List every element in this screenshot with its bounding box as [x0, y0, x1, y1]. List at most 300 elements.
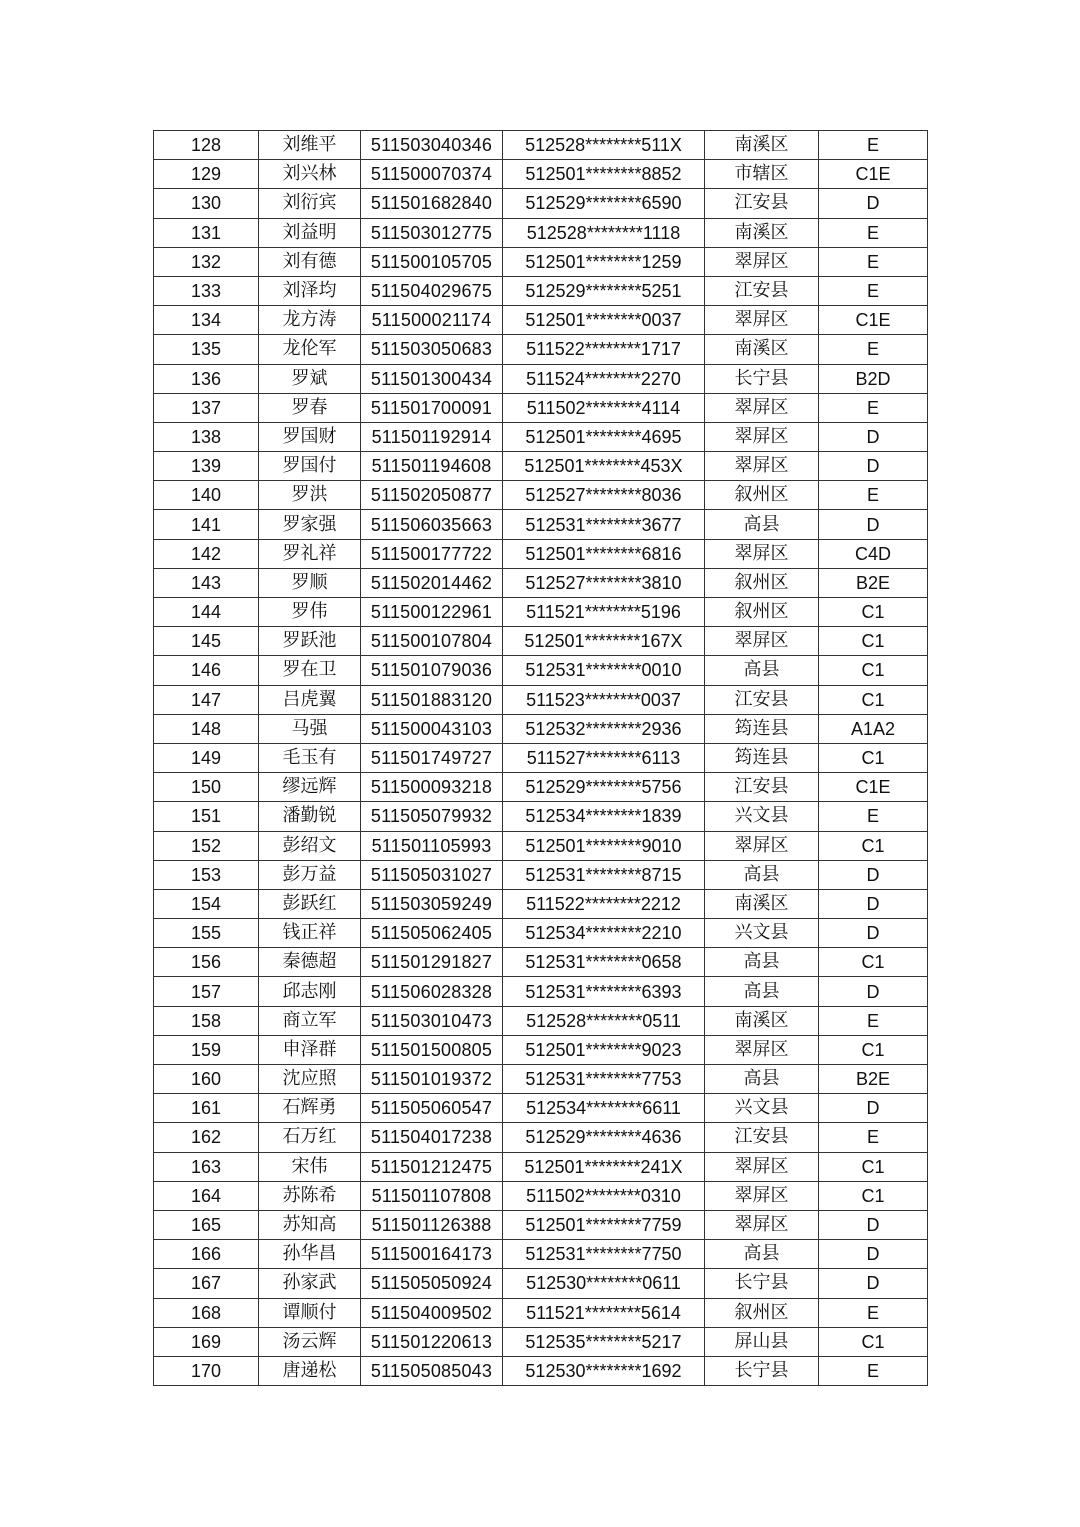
cell-name: 罗斌: [259, 364, 361, 393]
cell-seq: 132: [154, 247, 259, 276]
cell-name: 罗顺: [259, 568, 361, 597]
cell-cert-no: 511501700091: [361, 393, 503, 422]
cell-license-class: C1: [819, 948, 928, 977]
cell-id-no: 512529********5251: [503, 276, 705, 305]
cell-license-class: E: [819, 1298, 928, 1327]
cell-region: 叙州区: [705, 481, 819, 510]
cell-license-class: C1E: [819, 160, 928, 189]
cell-id-no: 512529********6590: [503, 189, 705, 218]
cell-id-no: 512501********167X: [503, 627, 705, 656]
cell-name: 宋伟: [259, 1152, 361, 1181]
cell-id-no: 512530********0611: [503, 1269, 705, 1298]
cell-cert-no: 511501107808: [361, 1181, 503, 1210]
cell-region: 翠屏区: [705, 422, 819, 451]
cell-seq: 128: [154, 131, 259, 160]
table-row: [154, 1035, 928, 1064]
cell-region: 南溪区: [705, 218, 819, 247]
cell-id-no: 511522********1717: [503, 335, 705, 364]
table-row: [154, 160, 928, 189]
cell-cert-no: 511504009502: [361, 1298, 503, 1327]
roster-table: [153, 130, 928, 1386]
cell-region: 高县: [705, 977, 819, 1006]
cell-region: 江安县: [705, 773, 819, 802]
cell-id-no: 512531********7753: [503, 1065, 705, 1094]
cell-cert-no: 511501079036: [361, 656, 503, 685]
cell-region: 翠屏区: [705, 1210, 819, 1239]
cell-cert-no: 511503010473: [361, 1006, 503, 1035]
cell-license-class: C1E: [819, 306, 928, 335]
cell-seq: 129: [154, 160, 259, 189]
cell-license-class: C1: [819, 831, 928, 860]
cell-seq: 168: [154, 1298, 259, 1327]
cell-seq: 130: [154, 189, 259, 218]
cell-license-class: C1: [819, 627, 928, 656]
table-row: [154, 889, 928, 918]
cell-cert-no: 511503050683: [361, 335, 503, 364]
cell-seq: 135: [154, 335, 259, 364]
table-row: [154, 568, 928, 597]
cell-id-no: 512501********7759: [503, 1210, 705, 1239]
cell-region: 兴文县: [705, 1094, 819, 1123]
cell-name: 孙家武: [259, 1269, 361, 1298]
cell-license-class: E: [819, 218, 928, 247]
cell-name: 苏陈希: [259, 1181, 361, 1210]
cell-license-class: E: [819, 1123, 928, 1152]
cell-cert-no: 511500070374: [361, 160, 503, 189]
cell-cert-no: 511501291827: [361, 948, 503, 977]
cell-id-no: 512501********6816: [503, 539, 705, 568]
cell-cert-no: 511502050877: [361, 481, 503, 510]
cell-name: 罗家强: [259, 510, 361, 539]
table-row: [154, 306, 928, 335]
cell-id-no: 512501********8852: [503, 160, 705, 189]
cell-license-class: C1E: [819, 773, 928, 802]
cell-license-class: E: [819, 802, 928, 831]
cell-id-no: 511521********5196: [503, 598, 705, 627]
cell-license-class: D: [819, 919, 928, 948]
cell-license-class: C1: [819, 685, 928, 714]
cell-seq: 169: [154, 1327, 259, 1356]
cell-region: 叙州区: [705, 1298, 819, 1327]
cell-id-no: 512528********1118: [503, 218, 705, 247]
cell-cert-no: 511501105993: [361, 831, 503, 860]
cell-region: 翠屏区: [705, 1152, 819, 1181]
cell-name: 罗春: [259, 393, 361, 422]
table-row: [154, 948, 928, 977]
cell-id-no: 511521********5614: [503, 1298, 705, 1327]
table-row: [154, 1356, 928, 1385]
table-row: [154, 364, 928, 393]
cell-cert-no: 511505079932: [361, 802, 503, 831]
table-row: [154, 510, 928, 539]
cell-region: 江安县: [705, 1123, 819, 1152]
cell-seq: 167: [154, 1269, 259, 1298]
cell-name: 刘泽均: [259, 276, 361, 305]
cell-license-class: E: [819, 1006, 928, 1035]
cell-id-no: 512501********9023: [503, 1035, 705, 1064]
cell-id-no: 512531********8715: [503, 860, 705, 889]
cell-license-class: D: [819, 1094, 928, 1123]
cell-region: 长宁县: [705, 364, 819, 393]
table-row: [154, 977, 928, 1006]
cell-seq: 149: [154, 743, 259, 772]
table-row: [154, 1269, 928, 1298]
cell-id-no: 512501********1259: [503, 247, 705, 276]
table-row: [154, 422, 928, 451]
cell-seq: 154: [154, 889, 259, 918]
cell-id-no: 512527********8036: [503, 481, 705, 510]
cell-id-no: 512534********6611: [503, 1094, 705, 1123]
cell-name: 申泽群: [259, 1035, 361, 1064]
cell-region: 高县: [705, 1065, 819, 1094]
table-row: [154, 539, 928, 568]
cell-license-class: C4D: [819, 539, 928, 568]
cell-region: 屏山县: [705, 1327, 819, 1356]
cell-name: 苏知高: [259, 1210, 361, 1239]
cell-seq: 166: [154, 1240, 259, 1269]
cell-name: 孙华昌: [259, 1240, 361, 1269]
cell-seq: 165: [154, 1210, 259, 1239]
cell-cert-no: 511505062405: [361, 919, 503, 948]
cell-license-class: E: [819, 131, 928, 160]
cell-region: 翠屏区: [705, 627, 819, 656]
cell-license-class: D: [819, 1210, 928, 1239]
cell-seq: 137: [154, 393, 259, 422]
table-row: [154, 802, 928, 831]
cell-seq: 162: [154, 1123, 259, 1152]
cell-cert-no: 511500164173: [361, 1240, 503, 1269]
table-row: [154, 452, 928, 481]
cell-id-no: 512529********5756: [503, 773, 705, 802]
cell-region: 高县: [705, 860, 819, 889]
cell-license-class: E: [819, 481, 928, 510]
cell-name: 石辉勇: [259, 1094, 361, 1123]
cell-region: 高县: [705, 948, 819, 977]
cell-cert-no: 511500105705: [361, 247, 503, 276]
cell-name: 谭顺付: [259, 1298, 361, 1327]
cell-license-class: B2E: [819, 568, 928, 597]
cell-name: 彭绍文: [259, 831, 361, 860]
cell-seq: 163: [154, 1152, 259, 1181]
cell-id-no: 511502********0310: [503, 1181, 705, 1210]
cell-seq: 164: [154, 1181, 259, 1210]
cell-id-no: 512534********2210: [503, 919, 705, 948]
cell-license-class: D: [819, 1269, 928, 1298]
cell-cert-no: 511501019372: [361, 1065, 503, 1094]
cell-cert-no: 511504029675: [361, 276, 503, 305]
table-row: [154, 598, 928, 627]
table-row: [154, 773, 928, 802]
cell-seq: 147: [154, 685, 259, 714]
cell-region: 高县: [705, 510, 819, 539]
cell-region: 兴文县: [705, 919, 819, 948]
table-row: [154, 1152, 928, 1181]
cell-license-class: C1: [819, 1035, 928, 1064]
cell-cert-no: 511501749727: [361, 743, 503, 772]
cell-cert-no: 511500107804: [361, 627, 503, 656]
table-row: [154, 919, 928, 948]
cell-cert-no: 511501212475: [361, 1152, 503, 1181]
cell-cert-no: 511501300434: [361, 364, 503, 393]
cell-license-class: D: [819, 860, 928, 889]
cell-name: 刘衍宾: [259, 189, 361, 218]
table-row: [154, 860, 928, 889]
cell-license-class: D: [819, 452, 928, 481]
cell-license-class: E: [819, 393, 928, 422]
cell-license-class: C1: [819, 1327, 928, 1356]
cell-seq: 152: [154, 831, 259, 860]
table-row: [154, 831, 928, 860]
table-row: [154, 1210, 928, 1239]
cell-seq: 161: [154, 1094, 259, 1123]
table-row: [154, 1327, 928, 1356]
cell-name: 马强: [259, 714, 361, 743]
cell-region: 翠屏区: [705, 452, 819, 481]
cell-id-no: 512531********0658: [503, 948, 705, 977]
cell-cert-no: 511505085043: [361, 1356, 503, 1385]
table-row: [154, 1298, 928, 1327]
cell-license-class: D: [819, 977, 928, 1006]
cell-cert-no: 511501192914: [361, 422, 503, 451]
cell-cert-no: 511501194608: [361, 452, 503, 481]
cell-name: 汤云辉: [259, 1327, 361, 1356]
cell-cert-no: 511501500805: [361, 1035, 503, 1064]
cell-id-no: 512530********1692: [503, 1356, 705, 1385]
cell-seq: 150: [154, 773, 259, 802]
cell-seq: 136: [154, 364, 259, 393]
cell-region: 南溪区: [705, 1006, 819, 1035]
cell-name: 罗礼祥: [259, 539, 361, 568]
cell-name: 刘益明: [259, 218, 361, 247]
cell-cert-no: 511500043103: [361, 714, 503, 743]
cell-id-no: 512531********3677: [503, 510, 705, 539]
cell-name: 彭跃红: [259, 889, 361, 918]
cell-license-class: E: [819, 335, 928, 364]
table-row: [154, 1123, 928, 1152]
table-row: [154, 627, 928, 656]
cell-license-class: C1: [819, 1152, 928, 1181]
cell-seq: 153: [154, 860, 259, 889]
cell-cert-no: 511503012775: [361, 218, 503, 247]
cell-name: 刘有德: [259, 247, 361, 276]
cell-name: 毛玉有: [259, 743, 361, 772]
cell-region: 长宁县: [705, 1269, 819, 1298]
cell-region: 兴文县: [705, 802, 819, 831]
table-row: [154, 1181, 928, 1210]
cell-cert-no: 511500177722: [361, 539, 503, 568]
cell-cert-no: 511506028328: [361, 977, 503, 1006]
cell-region: 高县: [705, 1240, 819, 1269]
cell-seq: 148: [154, 714, 259, 743]
cell-id-no: 512535********5217: [503, 1327, 705, 1356]
cell-license-class: C1: [819, 598, 928, 627]
cell-region: 筠连县: [705, 714, 819, 743]
cell-id-no: 512501********453X: [503, 452, 705, 481]
cell-name: 唐递松: [259, 1356, 361, 1385]
cell-id-no: 512528********511X: [503, 131, 705, 160]
cell-id-no: 512531********6393: [503, 977, 705, 1006]
cell-cert-no: 511505060547: [361, 1094, 503, 1123]
roster-table-body: [154, 131, 928, 1386]
cell-seq: 170: [154, 1356, 259, 1385]
cell-name: 邱志刚: [259, 977, 361, 1006]
cell-name: 刘兴林: [259, 160, 361, 189]
cell-name: 石万红: [259, 1123, 361, 1152]
cell-name: 罗国财: [259, 422, 361, 451]
cell-region: 长宁县: [705, 1356, 819, 1385]
cell-seq: 133: [154, 276, 259, 305]
table-row: [154, 1240, 928, 1269]
cell-name: 秦德超: [259, 948, 361, 977]
cell-region: 翠屏区: [705, 1035, 819, 1064]
cell-id-no: 512527********3810: [503, 568, 705, 597]
cell-region: 南溪区: [705, 335, 819, 364]
cell-cert-no: 511503040346: [361, 131, 503, 160]
cell-license-class: E: [819, 247, 928, 276]
cell-cert-no: 511501883120: [361, 685, 503, 714]
cell-license-class: C1: [819, 1181, 928, 1210]
cell-license-class: D: [819, 889, 928, 918]
cell-name: 沈应照: [259, 1065, 361, 1094]
cell-license-class: D: [819, 510, 928, 539]
cell-region: 翠屏区: [705, 831, 819, 860]
cell-name: 龙方涛: [259, 306, 361, 335]
cell-seq: 156: [154, 948, 259, 977]
cell-id-no: 512501********241X: [503, 1152, 705, 1181]
cell-name: 商立军: [259, 1006, 361, 1035]
cell-name: 吕虎翼: [259, 685, 361, 714]
cell-license-class: C1: [819, 656, 928, 685]
cell-region: 江安县: [705, 189, 819, 218]
cell-seq: 160: [154, 1065, 259, 1094]
cell-name: 刘维平: [259, 131, 361, 160]
cell-cert-no: 511500021174: [361, 306, 503, 335]
table-row: [154, 247, 928, 276]
cell-cert-no: 511501126388: [361, 1210, 503, 1239]
cell-license-class: A1A2: [819, 714, 928, 743]
cell-seq: 151: [154, 802, 259, 831]
cell-region: 筠连县: [705, 743, 819, 772]
cell-cert-no: 511501220613: [361, 1327, 503, 1356]
cell-id-no: 511524********2270: [503, 364, 705, 393]
cell-region: 南溪区: [705, 889, 819, 918]
table-row: [154, 743, 928, 772]
cell-id-no: 512531********0010: [503, 656, 705, 685]
table-row: [154, 1065, 928, 1094]
table-row: [154, 1094, 928, 1123]
cell-region: 叙州区: [705, 598, 819, 627]
cell-cert-no: 511505050924: [361, 1269, 503, 1298]
cell-id-no: 512531********7750: [503, 1240, 705, 1269]
cell-cert-no: 511500093218: [361, 773, 503, 802]
cell-region: 叙州区: [705, 568, 819, 597]
cell-seq: 142: [154, 539, 259, 568]
cell-id-no: 512529********4636: [503, 1123, 705, 1152]
cell-seq: 134: [154, 306, 259, 335]
cell-region: 翠屏区: [705, 393, 819, 422]
cell-seq: 139: [154, 452, 259, 481]
cell-cert-no: 511501682840: [361, 189, 503, 218]
cell-name: 罗洪: [259, 481, 361, 510]
cell-id-no: 512528********0511: [503, 1006, 705, 1035]
cell-region: 翠屏区: [705, 247, 819, 276]
cell-name: 缪远辉: [259, 773, 361, 802]
cell-name: 龙伦军: [259, 335, 361, 364]
cell-seq: 146: [154, 656, 259, 685]
cell-seq: 131: [154, 218, 259, 247]
table-row: [154, 656, 928, 685]
cell-id-no: 512532********2936: [503, 714, 705, 743]
cell-region: 高县: [705, 656, 819, 685]
cell-name: 罗在卫: [259, 656, 361, 685]
cell-license-class: B2E: [819, 1065, 928, 1094]
cell-seq: 138: [154, 422, 259, 451]
table-row: [154, 276, 928, 305]
cell-cert-no: 511502014462: [361, 568, 503, 597]
cell-name: 罗国付: [259, 452, 361, 481]
cell-seq: 141: [154, 510, 259, 539]
cell-cert-no: 511503059249: [361, 889, 503, 918]
table-row: [154, 685, 928, 714]
cell-id-no: 511502********4114: [503, 393, 705, 422]
cell-id-no: 512534********1839: [503, 802, 705, 831]
cell-region: 翠屏区: [705, 539, 819, 568]
cell-cert-no: 511505031027: [361, 860, 503, 889]
cell-seq: 140: [154, 481, 259, 510]
cell-license-class: B2D: [819, 364, 928, 393]
cell-name: 钱正祥: [259, 919, 361, 948]
table-row: [154, 131, 928, 160]
table-row: [154, 393, 928, 422]
cell-license-class: D: [819, 1240, 928, 1269]
cell-seq: 145: [154, 627, 259, 656]
cell-region: 翠屏区: [705, 306, 819, 335]
cell-region: 翠屏区: [705, 1181, 819, 1210]
cell-cert-no: 511506035663: [361, 510, 503, 539]
table-row: [154, 189, 928, 218]
cell-name: 罗伟: [259, 598, 361, 627]
cell-id-no: 512501********0037: [503, 306, 705, 335]
cell-id-no: 512501********9010: [503, 831, 705, 860]
cell-name: 罗跃池: [259, 627, 361, 656]
cell-region: 江安县: [705, 276, 819, 305]
cell-seq: 158: [154, 1006, 259, 1035]
cell-id-no: 511522********2212: [503, 889, 705, 918]
cell-cert-no: 511504017238: [361, 1123, 503, 1152]
table-row: [154, 335, 928, 364]
cell-region: 南溪区: [705, 131, 819, 160]
cell-region: 市辖区: [705, 160, 819, 189]
table-row: [154, 1006, 928, 1035]
cell-license-class: E: [819, 276, 928, 305]
cell-seq: 143: [154, 568, 259, 597]
cell-cert-no: 511500122961: [361, 598, 503, 627]
cell-id-no: 511523********0037: [503, 685, 705, 714]
cell-license-class: C1: [819, 743, 928, 772]
cell-id-no: 512501********4695: [503, 422, 705, 451]
cell-name: 彭万益: [259, 860, 361, 889]
table-row: [154, 218, 928, 247]
cell-seq: 159: [154, 1035, 259, 1064]
cell-license-class: D: [819, 189, 928, 218]
table-row: [154, 481, 928, 510]
cell-seq: 157: [154, 977, 259, 1006]
cell-seq: 155: [154, 919, 259, 948]
cell-region: 江安县: [705, 685, 819, 714]
cell-name: 潘勤锐: [259, 802, 361, 831]
cell-license-class: D: [819, 422, 928, 451]
cell-id-no: 511527********6113: [503, 743, 705, 772]
